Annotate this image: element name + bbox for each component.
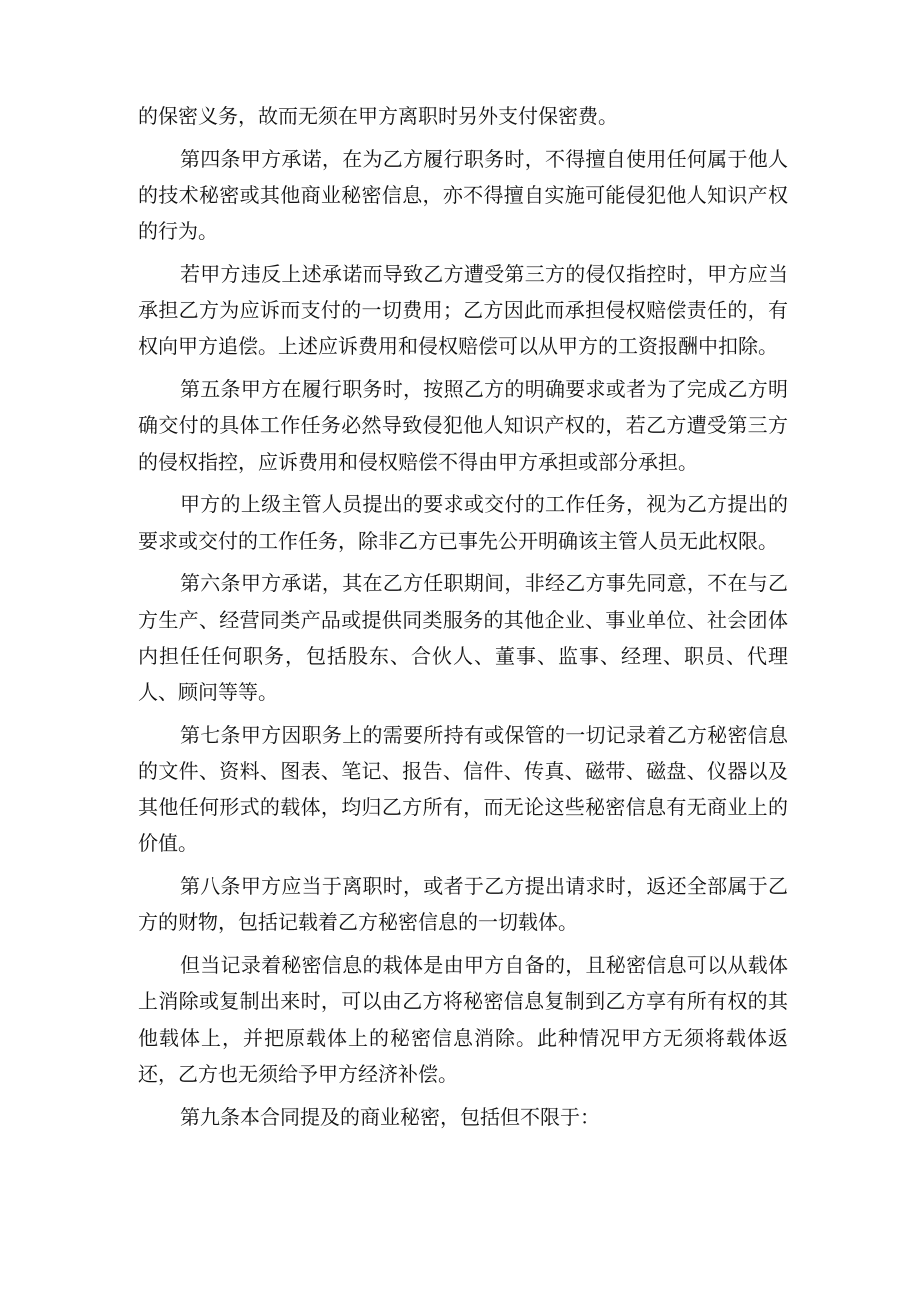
paragraph: 第六条甲方承诺，其在乙方任职期间，非经乙方事先同意，不在与乙方生产、经营同类产品或提供同类服务的其他企业、事业单位、社会团体内担任任何职务，包括股东、合伙人、董事、监事、经理、职员、代理人、顾问等等。	[138, 571, 788, 705]
paragraph: 的保密义务，故而无须在甲方离职时另外支付保密费。	[138, 104, 618, 128]
paragraph: 第九条本合同提及的商业秘密，包括但不限于：	[180, 1104, 600, 1129]
paragraph: 若甲方违反上述承诺而导致乙方遭受第三方的侵仅指控时，甲方应当承担乙方为应诉而支付的一切费用；乙方因此而承担侵权赔偿责任的，有权向甲方追偿。上述应诉费用和侵权赔偿可以从甲方的工资报酬中扣除。	[138, 262, 788, 359]
paragraph: 第八条甲方应当于离职时，或者于乙方提出请求时，返还全部属于乙方的财物，包括记载着乙方秘密信息的一切载体。	[138, 874, 788, 935]
document-body	[138, 98, 788, 1141]
paragraph: 第五条甲方在履行职务时，按照乙方的明确要求或者为了完成乙方明确交付的具体工作任务必然导致侵犯他人知识产权的，若乙方遭受第三方的侵权指控，应诉费用和侵权赔偿不得由甲方承担或部分承担。	[138, 377, 788, 474]
paragraph: 第四条甲方承诺，在为乙方履行职务时，不得擅自使用任何属于他人的技术秘密或其他商业秘密信息，亦不得擅自实施可能侵犯他人知识产权的行为。	[138, 146, 788, 244]
paragraph: 第七条甲方因职务上的需要所持有或保管的一切记录着乙方秘密信息的文件、资料、图表、笔记、报告、信件、传真、磁带、磁盘、仪器以及其他任何形式的载体，均归乙方所有，而无论这些秘密信息有无商业上的价值。	[138, 722, 788, 856]
paragraph: 甲方的上级主管人员提出的要求或交付的工作任务，视为乙方提出的要求或交付的工作任务，除非乙方已事先公开明确该主管人员无此权限。	[138, 492, 788, 553]
paragraph: 但当记录着秘密信息的栽体是由甲方自备的，且秘密信息可以从载体上消除或复制出来时，可以由乙方将秘密信息复制到乙方享有所有权的其他载体上，并把原载体上的秘密信息消除。此种情况甲方无须将载体返还，乙方也无须给予甲方经济补偿。	[138, 953, 788, 1086]
